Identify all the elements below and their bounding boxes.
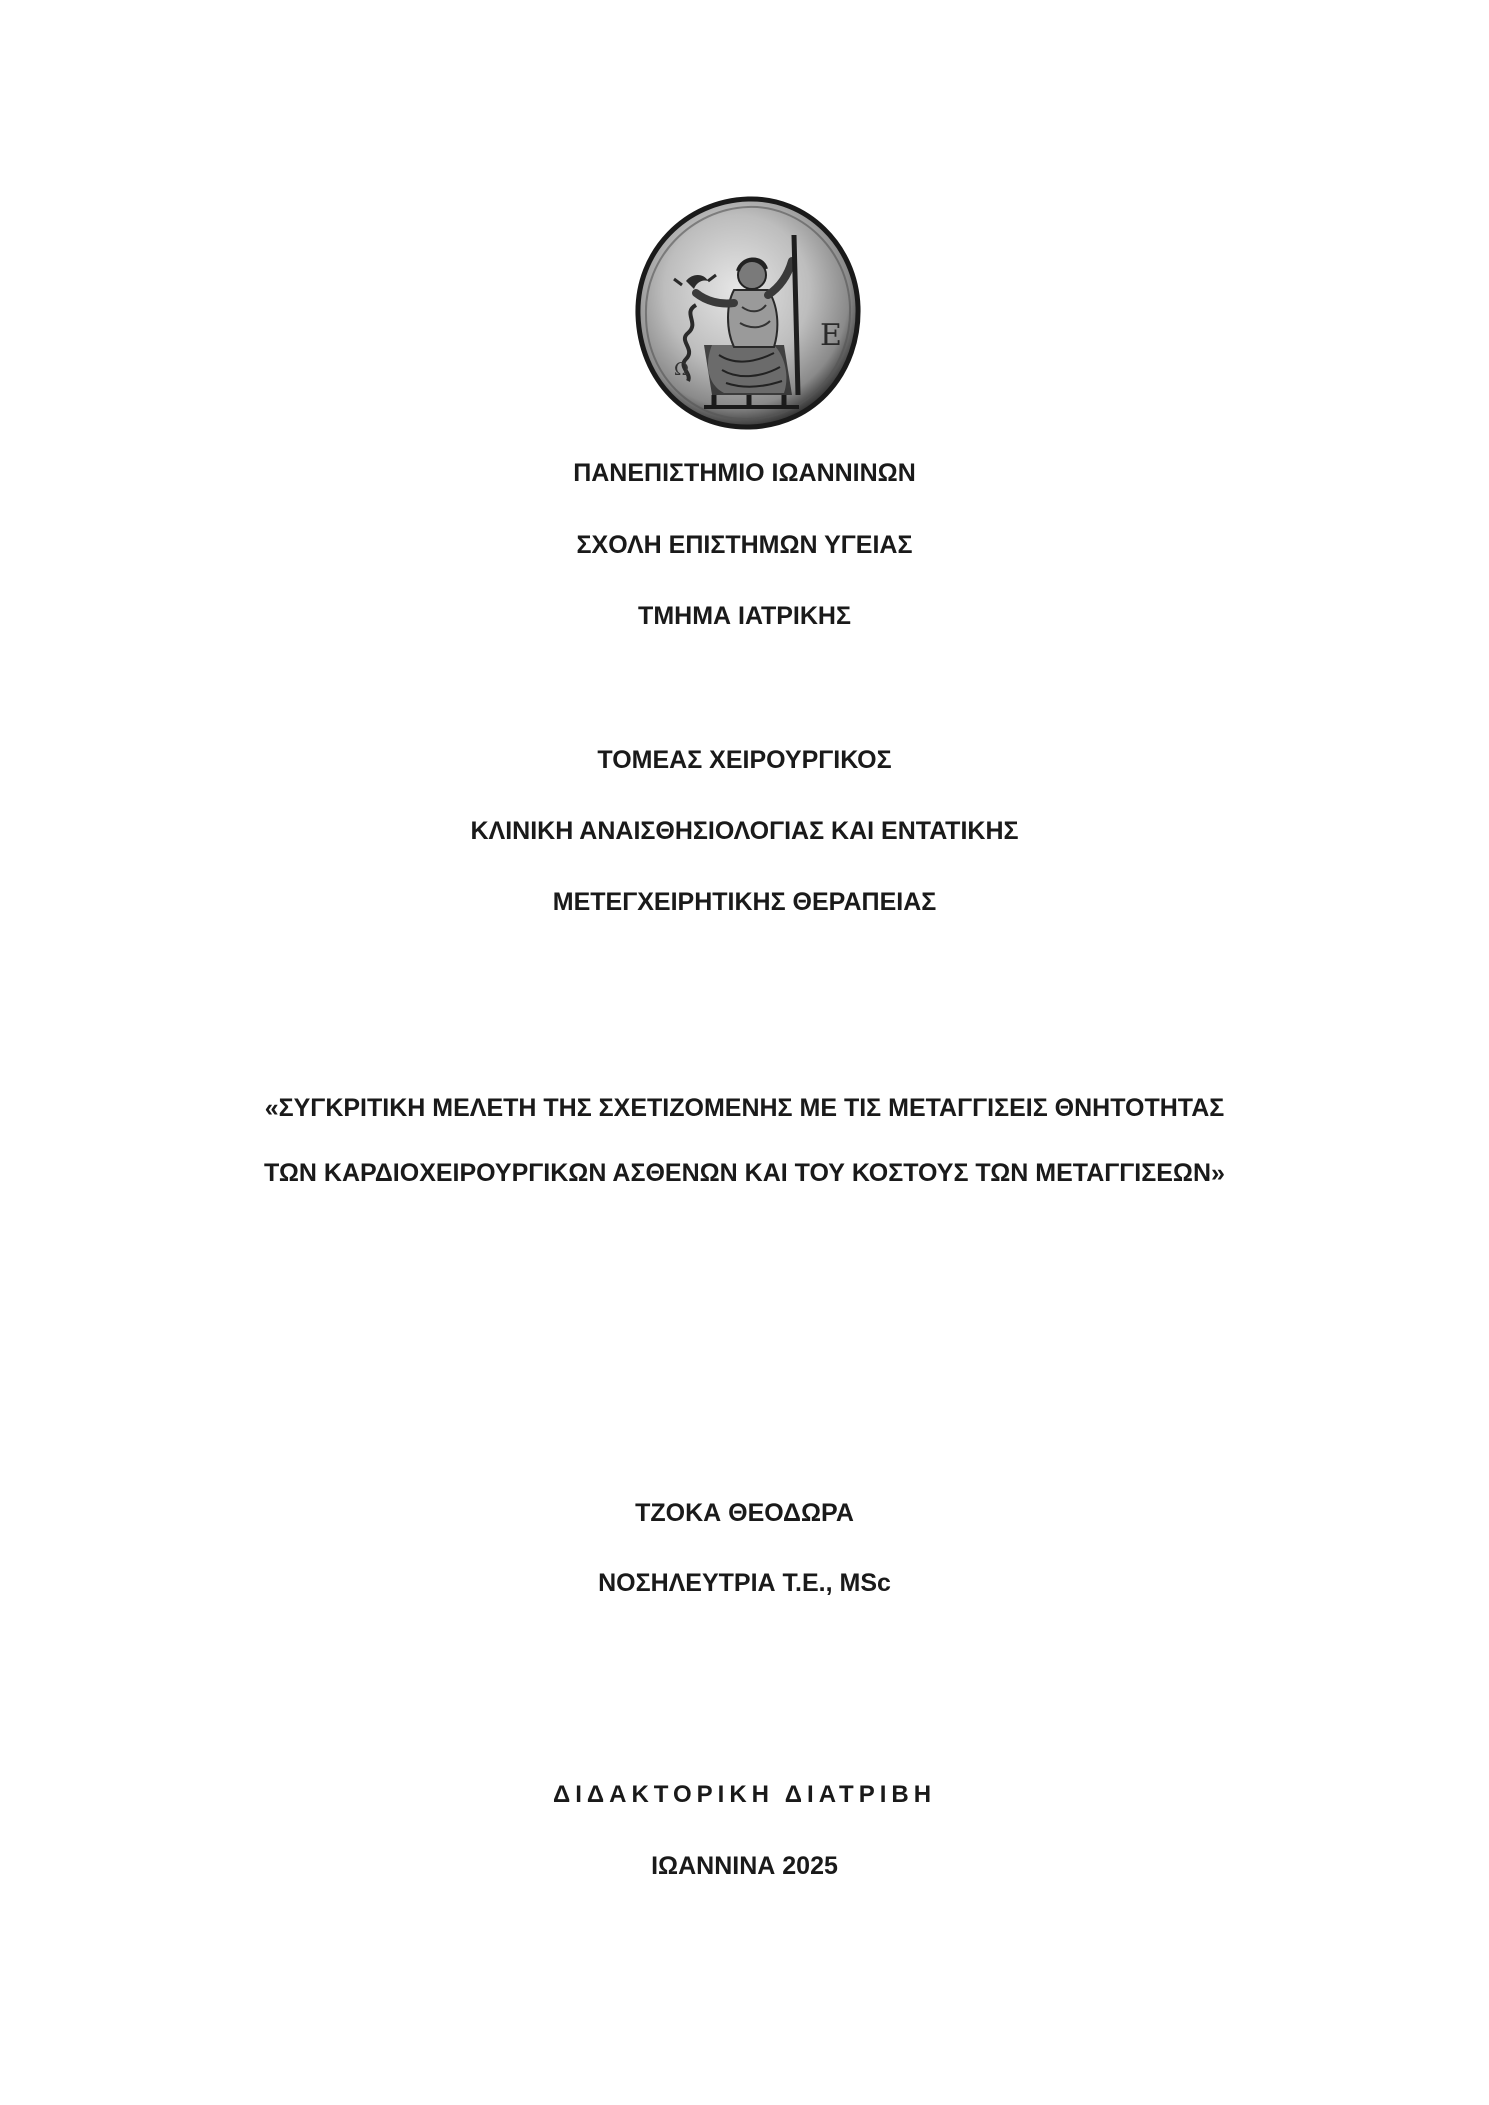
seal-glyph: Ω [674, 359, 689, 380]
sector-name: ΤΟΜΕΑΣ ΧΕΙΡΟΥΡΓΙΚΟΣ [597, 746, 892, 774]
clinic-name-line1: ΚΛΙΝΙΚΗ ΑΝΑΙΣΘΗΣΙΟΛΟΓΙΑΣ ΚΑΙ ΕΝΤΑΤΙΚΗΣ [470, 817, 1019, 845]
university-coin-seal-icon [634, 195, 862, 431]
author-name: ΤΖΟΚΑ ΘΕΟΔΩΡΑ [635, 1499, 854, 1527]
seal-inscription: Ε [820, 318, 842, 353]
thesis-title-line2: ΤΩΝ ΚΑΡΔΙΟΧΕΙΡΟΥΡΓΙΚΩΝ ΑΣΘΕΝΩΝ ΚΑΙ ΤΟΥ ΚΟΣΤΟΥΣ ΤΩΝ ΜΕΤΑΓΓΙΣΕΩΝ» [264, 1159, 1225, 1187]
university-name: ΠΑΝΕΠΙΣΤΗΜΙΟ ΙΩΑΝΝΙΝΩΝ [573, 459, 916, 487]
author-credentials: ΝΟΣΗΛΕΥΤΡΙΑ Τ.Ε., MSc [598, 1569, 891, 1597]
document-type: ΔΙΔΑΚΤΟΡΙΚΗ ΔΙΑΤΡΙΒΗ [552, 1781, 937, 1808]
clinic-name-line2: ΜΕΤΕΓΧΕΙΡΗΤΙΚΗΣ ΘΕΡΑΠΕΙΑΣ [552, 888, 937, 916]
place-year: ΙΩΑΝΝΙΝΑ 2025 [651, 1852, 838, 1880]
school-name: ΣΧΟΛΗ ΕΠΙΣΤΗΜΩΝ ΥΓΕΙΑΣ [576, 531, 913, 559]
thesis-title-line1: «ΣΥΓΚΡΙΤΙΚΗ ΜΕΛΕΤΗ ΤΗΣ ΣΧΕΤΙΖΟΜΕΝΗΣ ΜΕ ΤΙΣ ΜΕΤΑΓΓΙΣΕΙΣ ΘΝΗΤΟΤΗΤΑΣ [264, 1094, 1225, 1122]
department-name: ΤΜΗΜΑ ΙΑΤΡΙΚΗΣ [638, 602, 851, 630]
